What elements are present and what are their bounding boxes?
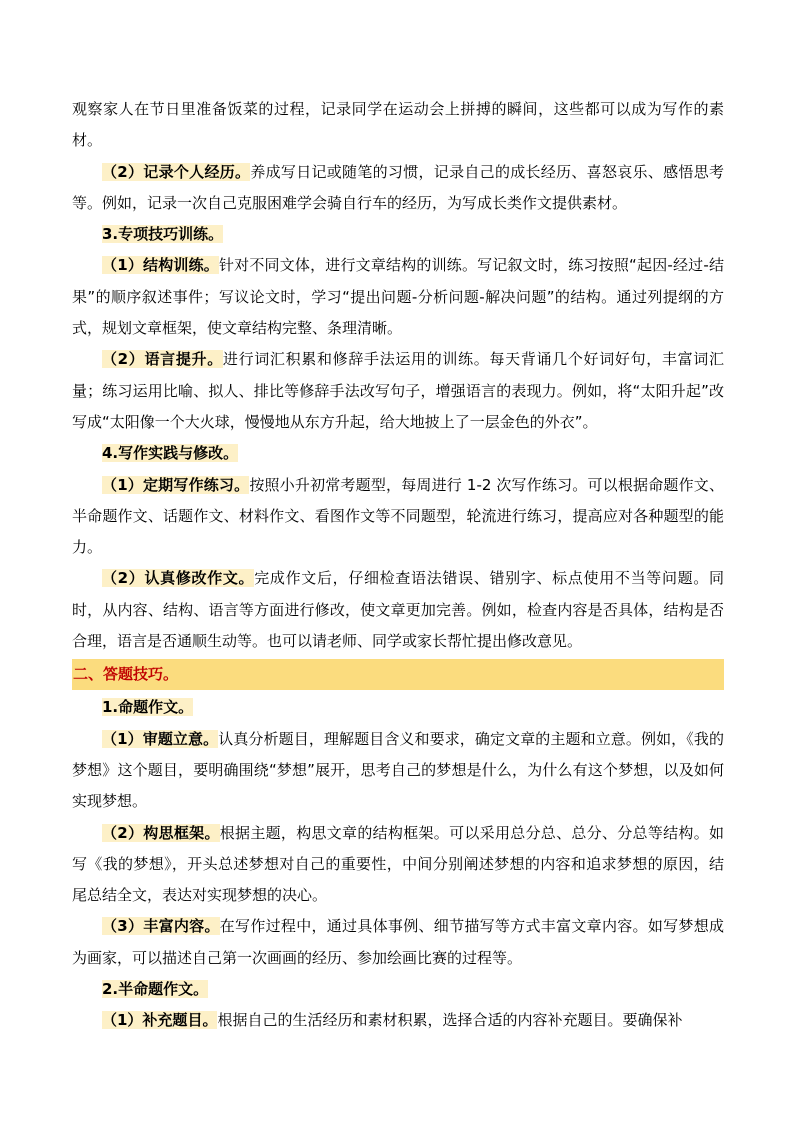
document-page (72, 94, 724, 1037)
regular-practice-paragraph (72, 470, 724, 564)
skill-training-heading: 3.专项技巧训练。 (102, 225, 224, 244)
record-experience-text: 养成写日记或随笔的习惯，记录自己的成长经历、喜怒哀乐、感悟思考等。例如，记录一次自己克服困难学会骑自行车的经历，为写成长类作文提供素材。 (72, 162, 724, 212)
enrich-content-paragraph (72, 911, 724, 974)
practice-heading: 4.写作实践与修改。 (102, 444, 239, 463)
proposition-essay-heading: 1.命题作文。 (102, 698, 194, 717)
framework-label: （2）构思框架。 (102, 823, 220, 842)
structure-training-paragraph (72, 250, 724, 344)
review-topic-label: （1）审题立意。 (102, 729, 219, 748)
complete-topic-paragraph (72, 1005, 724, 1036)
language-improvement-text: 进行词汇积累和修辞手法运用的训练。每天背诵几个好词好句，丰富词汇量；练习运用比喻、拟人、排比等修辞手法改写句子，增强语言的表现力。例如，将“太阳升起”改写成“太阳像一个大火球，慢慢地从东方升起，给大地披上了一层金色的外衣”。 (72, 350, 724, 431)
complete-topic-label: （1）补充题目。 (102, 1011, 218, 1030)
review-topic-paragraph (72, 724, 724, 818)
structure-training-text: 针对不同文体，进行文章结构的训练。写记叙文时，练习按照“起因-经过-结果”的顺序叙述事件；写议论文时，学习“提出问题-分析问题-解决问题”的结构。通过列提纲的方式，规划文章框架，使文章结构完整、条理清晰。 (72, 256, 724, 338)
section-heading-answer-skills: 二、答题技巧。 (72, 659, 724, 690)
careful-revision-text: 完成作文后，仔细检查语法错误、错别字、标点使用不当等问题。同时，从内容、结构、语言等方面进行修改，使文章更加完善。例如，检查内容是否具体，结构是否合理，语言是否通顺生动等。也可以请老师、同学或家长帮忙提出修改意见。 (72, 569, 724, 651)
intro-paragraph: 观察家人在节日里准备饭菜的过程，记录同学在运动会上拼搏的瞬间，这些都可以成为写作的素材。 (72, 100, 724, 150)
careful-revision-label: （2）认真修改作文。 (102, 569, 255, 588)
regular-practice-label: （1）定期写作练习。 (102, 475, 250, 494)
record-experience-paragraph (72, 157, 724, 220)
record-experience-label: （2）记录个人经历。 (102, 162, 251, 181)
enrich-content-label: （3）丰富内容。 (102, 917, 220, 936)
framework-paragraph (72, 818, 724, 912)
semi-proposition-heading: 2.半命题作文。 (102, 980, 209, 999)
language-improvement-label: （2）语言提升。 (102, 350, 223, 369)
structure-training-label: （1）结构训练。 (102, 256, 219, 275)
complete-topic-text: 根据自己的生活经历和素材积累，选择合适的内容补充题目。要确保补 (217, 1011, 683, 1030)
review-topic-text: 认真分析题目，理解题目含义和要求，确定文章的主题和立意。例如，《我的梦想》这个题目，要明确围绕“梦想”展开，思考自己的梦想是什么，为什么有这个梦想，以及如何实现梦想。 (72, 729, 724, 811)
careful-revision-paragraph (72, 563, 724, 657)
regular-practice-text: 按照小升初常考题型，每周进行 1-2 次写作练习。可以根据命题作文、半命题作文、话题作文、材料作文、看图作文等不同题型，轮流进行练习，提高应对各种题型的能力。 (72, 475, 724, 557)
enrich-content-text: 在写作过程中，通过具体事例、细节描写等方式丰富文章内容。如写梦想成为画家，可以描述自己第一次画画的经历、参加绘画比赛的过程等。 (72, 917, 724, 967)
language-improvement-paragraph (72, 344, 724, 438)
framework-text: 根据主题，构思文章的结构框架。可以采用总分总、总分、分总等结构。如写《我的梦想》，开头总述梦想对自己的重要性，中间分别阐述梦想的内容和追求梦想的原因，结尾总结全文，表达对实现梦想的决心。 (72, 823, 724, 905)
